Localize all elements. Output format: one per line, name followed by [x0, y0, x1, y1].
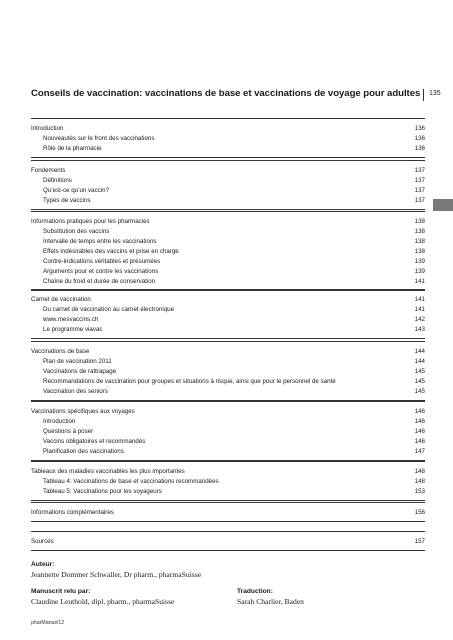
toc-entry-page: 137: [414, 177, 425, 184]
toc-section-heading[interactable]: [31, 217, 425, 227]
toc-entry-page: 153: [414, 488, 425, 495]
toc-section: [31, 289, 425, 339]
toc-section: [31, 531, 425, 551]
author-value: Jeannette Dommer Schwaller, Dr pharm., pharmaSuisse: [31, 570, 202, 579]
toc-entry-page: 139: [414, 258, 425, 265]
toc-section-heading[interactable]: [31, 124, 425, 134]
toc-entry-page: 146: [414, 438, 425, 445]
toc-heading-page: 141: [414, 296, 425, 303]
toc-entry-page: 148: [414, 478, 425, 485]
toc-entry-label: Introduction: [43, 418, 76, 425]
toc-entry-page: 136: [414, 135, 425, 142]
toc-heading-page: 156: [414, 509, 425, 516]
toc-entry-label: Vaccination des seniors: [43, 388, 108, 395]
toc-heading-label: Carnet de vaccination: [31, 296, 91, 303]
toc-entry-page: 145: [414, 388, 425, 395]
toc-entry-label: Vaccinations de rattrapage: [43, 368, 117, 375]
toc-heading-label: Informations complémentaires: [31, 509, 114, 516]
toc-entry[interactable]: [31, 144, 425, 154]
toc-heading-label: Vaccinations spécifiques aux voyages: [31, 408, 135, 415]
toc-section: [31, 401, 425, 461]
reviewer-value: Claudine Leuthold, dipl. pharm., pharmaSuisse: [31, 597, 175, 606]
author-label: Auteur:: [31, 561, 55, 568]
toc-heading-page: 148: [414, 468, 425, 475]
toc-entry[interactable]: [31, 237, 425, 247]
toc-entry[interactable]: [31, 427, 425, 437]
toc-entry-label: Rôle de la pharmacie: [43, 145, 102, 152]
toc-entry-page: 137: [414, 187, 425, 194]
page-number-separator: [423, 89, 424, 101]
toc-section: [31, 211, 425, 291]
toc-heading-page: 138: [414, 218, 425, 225]
toc-entry-label: Types de vaccins: [43, 197, 91, 204]
toc-entry[interactable]: [31, 315, 425, 325]
toc-heading-label: Informations pratiques pour les pharmacies: [31, 218, 150, 225]
toc-entry-page: 144: [414, 358, 425, 365]
toc-entry-page: 138: [414, 238, 425, 245]
toc-entry[interactable]: [31, 196, 425, 206]
toc-section: [31, 341, 425, 401]
toc-entry-label: Du carnet de vaccination au carnet électronique: [43, 306, 175, 313]
toc-entry[interactable]: [31, 277, 425, 287]
toc-entry[interactable]: [31, 305, 425, 315]
toc-heading-page: 146: [414, 408, 425, 415]
toc-entry-page: 141: [414, 306, 425, 313]
translator-block: [237, 587, 304, 607]
toc-entry-label: Questions à poser: [43, 428, 94, 435]
toc-entry-label: Intervalle de temps entre les vaccinations: [43, 238, 157, 245]
toc-entry-page: 143: [414, 326, 425, 333]
toc-entry-label: www.mesvaccins.ch: [43, 316, 99, 323]
toc-entry-label: Vaccins obligatoires et recommandés: [43, 438, 146, 445]
toc-entry-label: Plan de vaccination 2011: [43, 358, 112, 365]
toc-entry-page: 141: [414, 278, 425, 285]
reviewer-block: [31, 587, 174, 607]
toc-entry[interactable]: [31, 267, 425, 277]
toc-entry-label: Qu’est-ce qu’un vaccin?: [43, 187, 110, 194]
translator-label: Traduction:: [237, 588, 273, 595]
page-title: Conseils de vaccination: vaccinations de base et vaccinations de voyage pour adultes: [31, 88, 421, 99]
translator-value: Sarah Charlier, Baden: [237, 597, 304, 606]
toc-entry[interactable]: [31, 247, 425, 257]
footer-label: pharManuel12: [31, 620, 65, 626]
toc-section-heading[interactable]: [31, 537, 425, 547]
toc-entry[interactable]: [31, 357, 425, 367]
toc-entry-label: Substitution des vaccins: [43, 228, 110, 235]
toc-entry-label: Recommandations de vaccination pour groupes et situations à risque, ainsi que pour le personnel de santé: [43, 378, 336, 385]
toc-section: [31, 118, 425, 158]
toc-section-heading[interactable]: [31, 407, 425, 417]
toc-entry[interactable]: [31, 387, 425, 397]
toc-entry-page: 146: [414, 428, 425, 435]
toc-entry-page: 138: [414, 248, 425, 255]
toc-heading-page: 144: [414, 348, 425, 355]
toc-section: [31, 461, 425, 501]
toc-entry-label: Tableau 4: Vaccinations de base et vaccinations recommandées: [43, 478, 219, 485]
toc-entry[interactable]: [31, 417, 425, 427]
toc-section-heading[interactable]: [31, 508, 425, 518]
toc-heading-page: 136: [414, 125, 425, 132]
toc-heading-label: Tableaux des maladies vaccinables les plus importantes: [31, 468, 185, 475]
toc-section-heading[interactable]: [31, 166, 425, 176]
toc-section-heading[interactable]: [31, 347, 425, 357]
toc-entry-page: 136: [414, 145, 425, 152]
toc-entry[interactable]: [31, 186, 425, 196]
reviewer-label: Manuscrit relu par:: [31, 588, 91, 595]
toc-heading-label: Vaccinations de base: [31, 348, 90, 355]
toc-heading-label: Introduction: [31, 125, 64, 132]
toc-heading-page: 137: [414, 167, 425, 174]
toc-section: [31, 160, 425, 210]
toc-entry-label: Planification des vaccinations: [43, 448, 124, 455]
toc-heading-label: Sources: [31, 538, 54, 545]
toc-entry-label: Contre-indications véritables et présumées: [43, 258, 161, 265]
toc-entry-page: 146: [414, 418, 425, 425]
title-row: [31, 88, 443, 104]
toc-entry-label: Le programme viavac: [43, 326, 103, 333]
toc-entry[interactable]: [31, 487, 425, 497]
toc-section-heading[interactable]: [31, 467, 425, 477]
toc-entry[interactable]: [31, 325, 425, 335]
toc-entry[interactable]: [31, 367, 425, 377]
toc-entry-label: Définitions: [43, 177, 72, 184]
toc-section: [31, 502, 425, 522]
toc-heading-label: Fondements: [31, 167, 66, 174]
toc-entry-label: Arguments pour et contre les vaccinations: [43, 268, 159, 275]
toc-entry[interactable]: [31, 257, 425, 267]
toc-heading-page: 157: [414, 538, 425, 545]
toc-entry-page: 142: [414, 316, 425, 323]
toc-entry-page: 139: [414, 268, 425, 275]
toc-section-heading[interactable]: [31, 295, 425, 305]
toc-entry[interactable]: [31, 447, 425, 457]
author-block: [31, 560, 201, 580]
toc-entry[interactable]: [31, 134, 425, 144]
toc-entry-page: 147: [414, 448, 425, 455]
toc-entry-label: Nouveautés sur le front des vaccinations: [43, 135, 155, 142]
toc-entry[interactable]: [31, 477, 425, 487]
toc-entry-page: 145: [414, 378, 425, 385]
toc-entry-page: 138: [414, 228, 425, 235]
toc-entry[interactable]: [31, 377, 425, 387]
toc-entry[interactable]: [31, 437, 425, 447]
side-tab-marker: [433, 199, 453, 211]
toc-entry-label: Tableau 5: Vaccinations pour les voyageurs: [43, 488, 162, 495]
page-number: 135: [429, 90, 441, 97]
toc-entry-page: 137: [414, 197, 425, 204]
toc-entry-label: Chaîne du froid et durée de conservation: [43, 278, 156, 285]
toc-entry-page: 145: [414, 368, 425, 375]
toc-entry[interactable]: [31, 176, 425, 186]
toc-entry-label: Effets indésirables des vaccins et prise en charge: [43, 248, 179, 255]
toc-entry[interactable]: [31, 227, 425, 237]
